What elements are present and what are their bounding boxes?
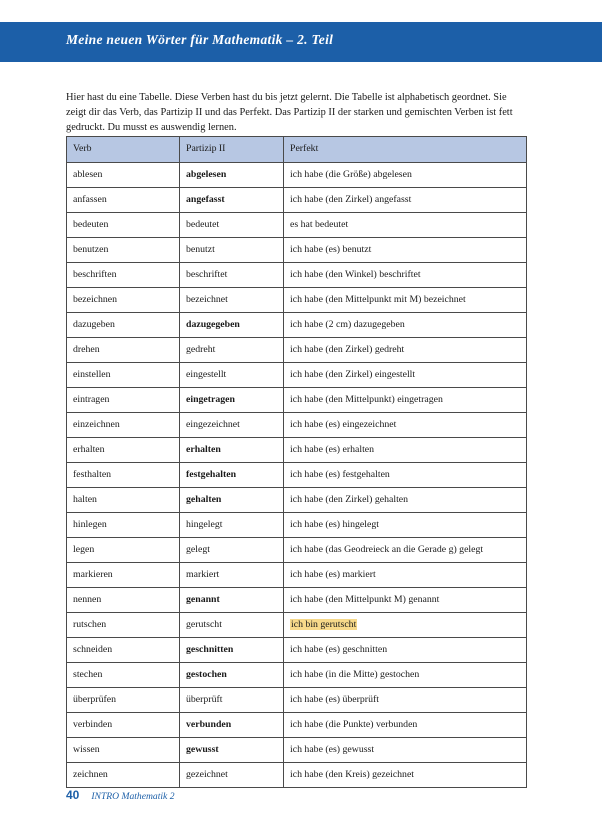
cell-verb: rutschen — [67, 613, 180, 638]
cell-partizip: gestochen — [180, 663, 284, 688]
cell-partizip: abgelesen — [180, 163, 284, 188]
intro-paragraph: Hier hast du eine Tabelle. Diese Verben hast du bis jetzt gelernt. Die Tabelle ist alphabetisch geordnet. Sie zeigt dir das Verb, das Partizip II und das Perfekt. Das Partizip II der starken und gemischten Verben ist fett gedruckt. Du musst es auswendig lernen. — [66, 92, 513, 134]
cell-partizip: gerutscht — [180, 613, 284, 638]
cell-perfekt: ich habe (es) überprüft — [284, 688, 527, 713]
cell-perfekt: ich habe (es) erhalten — [284, 438, 527, 463]
cell-verb: verbinden — [67, 713, 180, 738]
cell-verb: markieren — [67, 563, 180, 588]
cell-perfekt: ich habe (es) geschnitten — [284, 638, 527, 663]
cell-perfekt: ich habe (den Mittelpunkt M) genannt — [284, 588, 527, 613]
cell-partizip: bezeichnet — [180, 288, 284, 313]
cell-verb: hinlegen — [67, 513, 180, 538]
cell-verb: bedeuten — [67, 213, 180, 238]
cell-verb: wissen — [67, 738, 180, 763]
cell-verb: zeichnen — [67, 763, 180, 788]
table-row — [67, 463, 527, 488]
page-title: Meine neuen Wörter für Mathematik – 2. Teil — [66, 32, 334, 47]
cell-perfekt: ich habe (die Größe) abgelesen — [284, 163, 527, 188]
cell-verb: festhalten — [67, 463, 180, 488]
cell-verb: legen — [67, 538, 180, 563]
cell-partizip: gedreht — [180, 338, 284, 363]
table-row — [67, 488, 527, 513]
cell-verb: einstellen — [67, 363, 180, 388]
cell-verb: drehen — [67, 338, 180, 363]
page-number: 40 — [66, 788, 80, 802]
cell-perfekt: ich habe (den Mittelpunkt mit M) bezeichnet — [284, 288, 527, 313]
column-header-partizip: Partizip II — [180, 137, 284, 163]
cell-verb: bezeichnen — [67, 288, 180, 313]
table-row — [67, 263, 527, 288]
table-row — [67, 638, 527, 663]
table-row — [67, 163, 527, 188]
cell-verb: dazugeben — [67, 313, 180, 338]
cell-perfekt: ich habe (es) markiert — [284, 563, 527, 588]
cell-perfekt: ich habe (das Geodreieck an die Gerade g) gelegt — [284, 538, 527, 563]
cell-partizip: beschriftet — [180, 263, 284, 288]
cell-partizip: gezeichnet — [180, 763, 284, 788]
cell-partizip: eingestellt — [180, 363, 284, 388]
cell-partizip: angefasst — [180, 188, 284, 213]
cell-partizip: bedeutet — [180, 213, 284, 238]
cell-perfekt: ich habe (es) hingelegt — [284, 513, 527, 538]
cell-partizip: verbunden — [180, 713, 284, 738]
table-row — [67, 513, 527, 538]
cell-perfekt: ich habe (in die Mitte) gestochen — [284, 663, 527, 688]
verb-table-wrapper — [66, 136, 526, 788]
table-row — [67, 213, 527, 238]
cell-verb: einzeichnen — [67, 413, 180, 438]
cell-perfekt: ich habe (es) festgehalten — [284, 463, 527, 488]
cell-perfekt — [284, 613, 527, 638]
cell-verb: anfassen — [67, 188, 180, 213]
cell-partizip: geschnitten — [180, 638, 284, 663]
cell-partizip: gehalten — [180, 488, 284, 513]
table-row — [67, 688, 527, 713]
cell-partizip: erhalten — [180, 438, 284, 463]
cell-perfekt: ich habe (den Winkel) beschriftet — [284, 263, 527, 288]
cell-perfekt: ich habe (es) eingezeichnet — [284, 413, 527, 438]
cell-partizip: eingezeichnet — [180, 413, 284, 438]
cell-partizip: gewusst — [180, 738, 284, 763]
cell-perfekt: ich habe (den Kreis) gezeichnet — [284, 763, 527, 788]
cell-partizip: benutzt — [180, 238, 284, 263]
cell-partizip: gelegt — [180, 538, 284, 563]
cell-verb: beschriften — [67, 263, 180, 288]
cell-partizip: eingetragen — [180, 388, 284, 413]
table-row — [67, 338, 527, 363]
cell-partizip: dazugegeben — [180, 313, 284, 338]
cell-verb: halten — [67, 488, 180, 513]
table-row — [67, 288, 527, 313]
cell-perfekt: es hat bedeutet — [284, 213, 527, 238]
table-row — [67, 663, 527, 688]
table-row — [67, 713, 527, 738]
cell-verb: nennen — [67, 588, 180, 613]
verb-table-body — [67, 163, 527, 788]
table-row — [67, 563, 527, 588]
cell-partizip: festgehalten — [180, 463, 284, 488]
cell-partizip: überprüft — [180, 688, 284, 713]
cell-perfekt: ich habe (2 cm) dazugegeben — [284, 313, 527, 338]
cell-perfekt: ich habe (es) benutzt — [284, 238, 527, 263]
cell-perfekt: ich habe (es) gewusst — [284, 738, 527, 763]
cell-perfekt: ich habe (die Punkte) verbunden — [284, 713, 527, 738]
footer-label: INTRO Mathematik 2 — [91, 791, 175, 802]
table-header-row — [67, 137, 527, 163]
cell-perfekt: ich habe (den Zirkel) angefasst — [284, 188, 527, 213]
table-row — [67, 763, 527, 788]
table-row — [67, 538, 527, 563]
cell-verb: erhalten — [67, 438, 180, 463]
cell-perfekt: ich habe (den Zirkel) eingestellt — [284, 363, 527, 388]
cell-perfekt: ich habe (den Mittelpunkt) eingetragen — [284, 388, 527, 413]
cell-perfekt: ich habe (den Zirkel) gedreht — [284, 338, 527, 363]
highlighted-text: ich bin gerutscht — [291, 618, 357, 630]
cell-verb: benutzen — [67, 238, 180, 263]
table-row — [67, 238, 527, 263]
cell-perfekt: ich habe (den Zirkel) gehalten — [284, 488, 527, 513]
cell-verb: schneiden — [67, 638, 180, 663]
cell-partizip: markiert — [180, 563, 284, 588]
cell-verb: eintragen — [67, 388, 180, 413]
table-row — [67, 438, 527, 463]
table-row — [67, 413, 527, 438]
table-row — [67, 188, 527, 213]
verb-table — [66, 136, 527, 788]
table-row — [67, 388, 527, 413]
table-row — [67, 588, 527, 613]
column-header-verb: Verb — [67, 137, 180, 163]
table-row — [67, 313, 527, 338]
cell-verb: stechen — [67, 663, 180, 688]
cell-partizip: genannt — [180, 588, 284, 613]
cell-partizip: hingelegt — [180, 513, 284, 538]
column-header-perfekt: Perfekt — [284, 137, 527, 163]
table-row — [67, 613, 527, 638]
cell-verb: überprüfen — [67, 688, 180, 713]
table-row — [67, 738, 527, 763]
footer — [66, 788, 175, 802]
table-row — [67, 363, 527, 388]
cell-verb: ablesen — [67, 163, 180, 188]
